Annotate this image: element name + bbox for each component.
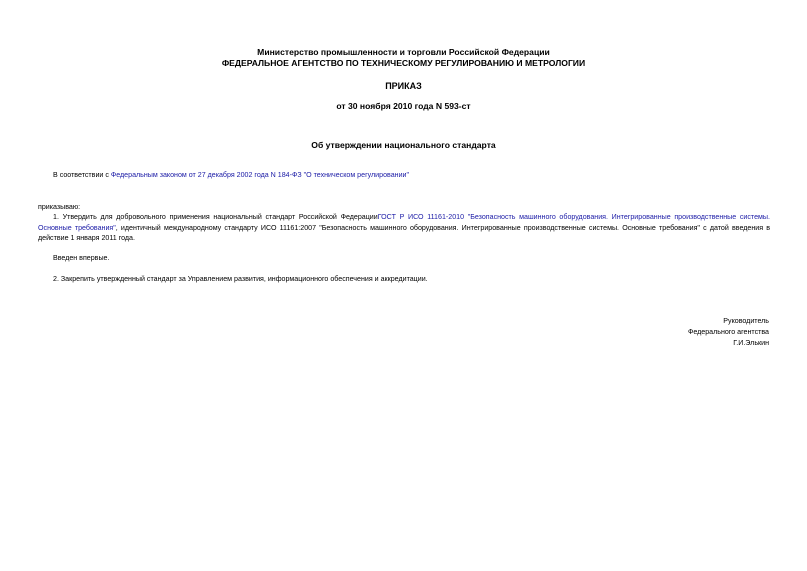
signature-position: Руководитель — [723, 317, 769, 325]
order-subject: Об утверждении национального стандарта — [311, 140, 496, 150]
order-title: ПРИКАЗ — [385, 81, 422, 91]
signature-name: Г.И.Элькин — [733, 339, 769, 347]
signature-block — [688, 316, 769, 349]
order-word: приказываю: — [38, 203, 81, 211]
item-2-paragraph: 2. Закрепить утвержденный стандарт за Управлением развития, информационного обеспечения и аккредитации. — [53, 275, 428, 283]
basis-prefix: В соответствии с — [53, 171, 111, 179]
first-time-note: Введен впервые. — [53, 254, 110, 262]
gost-standard-link[interactable]: ГОСТ Р ИСО 11161-2010 "Безопасность машинного оборудования. Интегрированные производственные системы. Основные требования" — [38, 213, 770, 232]
federal-law-link[interactable]: Федеральным законом от 27 декабря 2002 года N 184-ФЗ "О техническом регулировании" — [110, 171, 410, 179]
ministry-title: Министерство промышленности и торговли Российской Федерации — [257, 47, 550, 57]
signature-organization: Федерального агентства — [687, 328, 769, 336]
item-1-prefix: 1. Утвердить для добровольного применения национальный стандарт Российской Федерации — [53, 213, 378, 221]
item-1-suffix: , идентичный международному стандарту ИСО 11161:2007 "Безопасность машинного оборудования. Интегрированные производственные системы. Основные требования" с датой введения в действие 1 января 2011 года. — [38, 223, 771, 243]
item-1-paragraph — [38, 212, 770, 244]
order-date: от 30 ноября 2010 года N 593-ст — [336, 101, 471, 111]
agency-title: ФЕДЕРАЛЬНОЕ АГЕНТСТВО ПО ТЕХНИЧЕСКОМУ РЕГУЛИРОВАНИЮ И МЕТРОЛОГИИ — [221, 58, 586, 68]
basis-paragraph — [38, 170, 770, 181]
